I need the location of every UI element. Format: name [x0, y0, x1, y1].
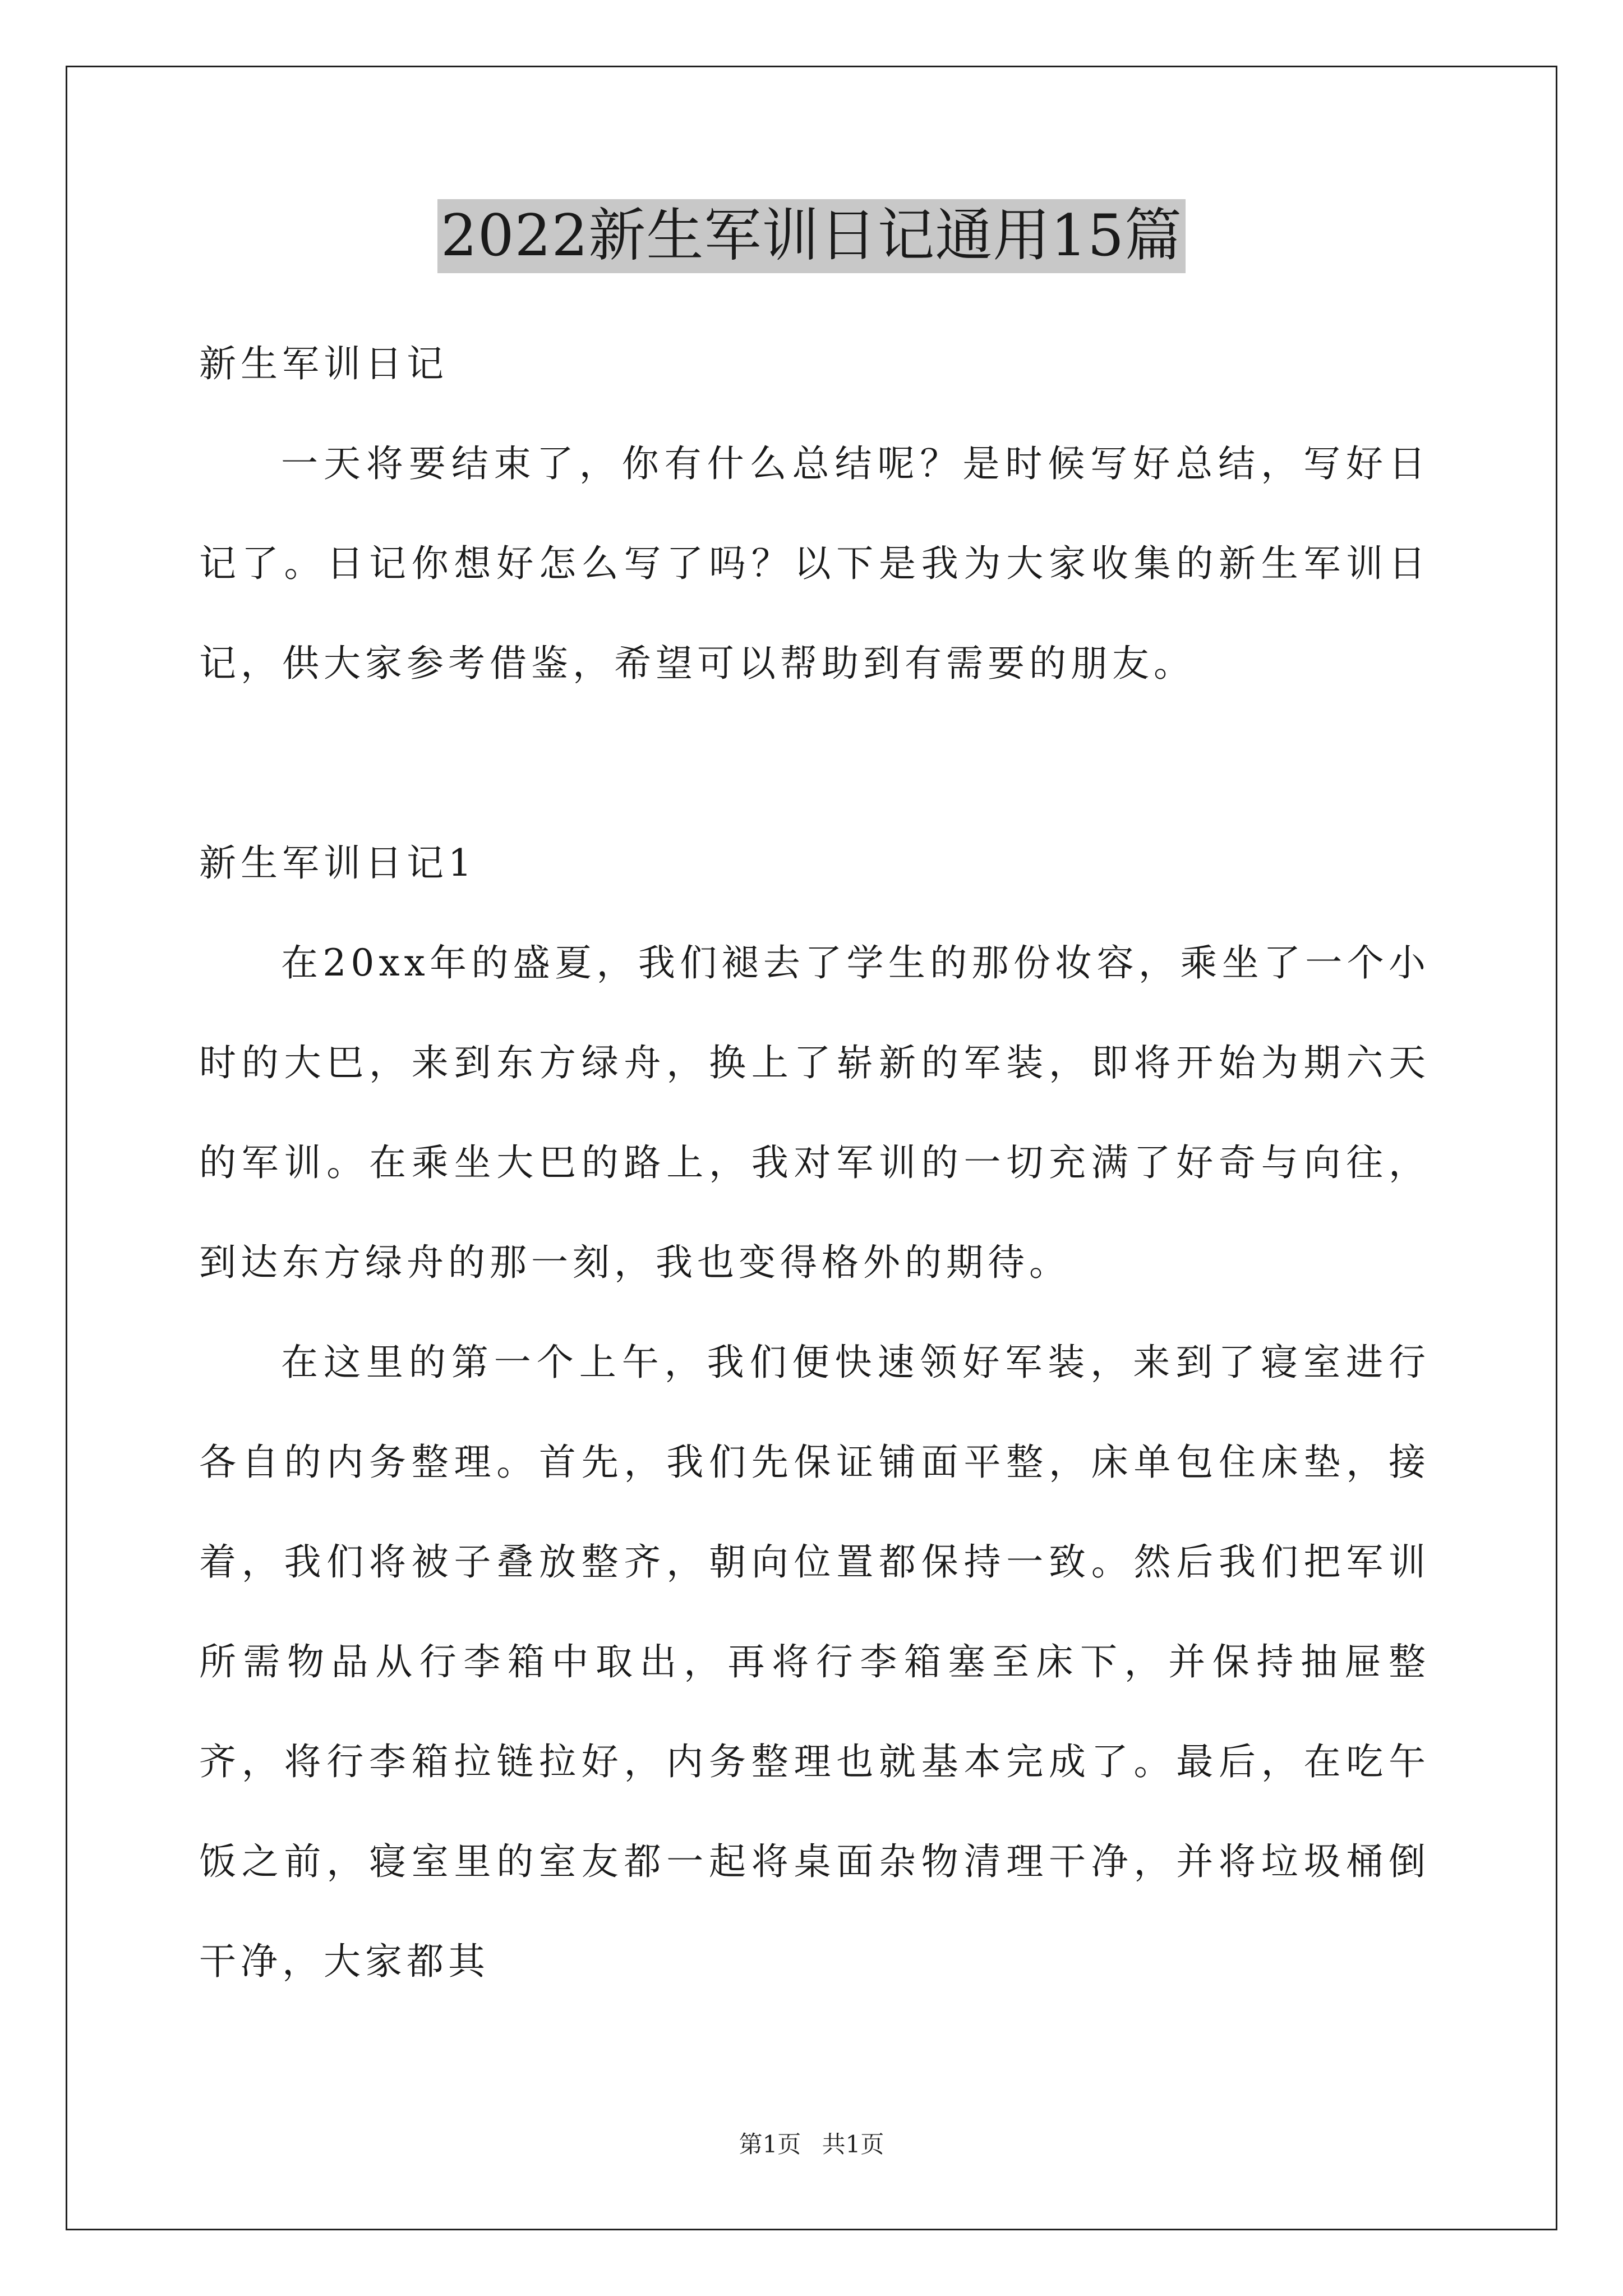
section-spacer	[199, 714, 1430, 813]
page-number-current: 第1页	[739, 2131, 801, 2158]
title-container	[0, 199, 1623, 273]
section1-paragraph-2: 在这里的第一个上午，我们便快速领好军装，来到了寝室进行各自的内务整理。首先，我们先保证铺面平整，床单包住床垫，接着，我们将被子叠放整齐，朝向位置都保持一致。然后我们把军训所需物品从行李箱中取出，再将行李箱塞至床下，并保持抽屉整齐，将行李箱拉链拉好，内务整理也就基本完成了。最后，在吃午饭之前，寝室里的室友都一起将桌面杂物清理干净，并将垃圾桶倒干净，大家都其	[199, 1341, 1430, 1983]
section1-heading: 新生军训日记1	[199, 841, 476, 885]
intro-heading: 新生军训日记	[199, 342, 448, 385]
intro-paragraph: 一天将要结束了，你有什么总结呢？是时候写好总结，写好日记了。日记你想好怎么写了吗？以下是我为大家收集的新生军训日记，供大家参考借鉴，希望可以帮助到有需要的朋友。	[199, 442, 1430, 685]
document-title: 2022新生军训日记通用15篇	[437, 199, 1186, 273]
section1-paragraph-1: 在20xx年的盛夏，我们褪去了学生的那份妆容，乘坐了一个小时的大巴，来到东方绿舟，换上了崭新的军装，即将开始为期六天的军训。在乘坐大巴的路上，我对军训的一切充满了好奇与向往，到达东方绿舟的那一刻，我也变得格外的期待。	[199, 941, 1430, 1284]
document-body	[199, 314, 1430, 2012]
page-footer	[0, 2126, 1623, 2160]
page-number-total: 共1页	[822, 2131, 884, 2158]
